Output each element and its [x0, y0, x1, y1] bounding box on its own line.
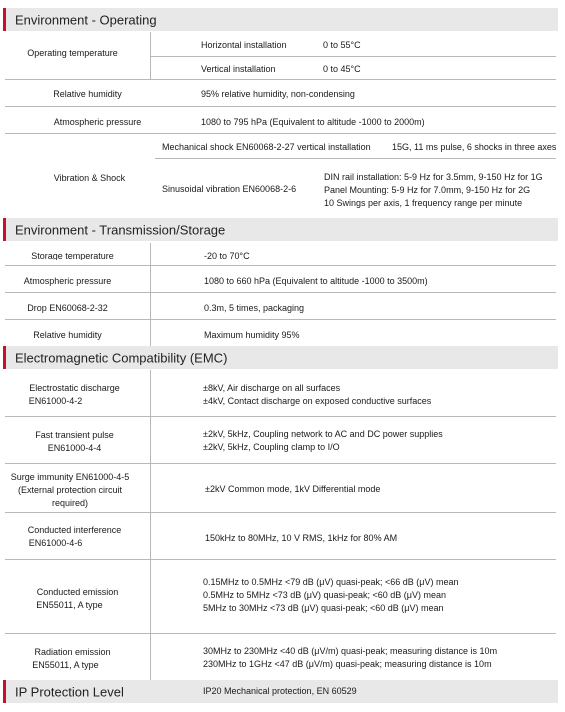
esd-value-1: ±8kV, Air discharge on all surfaces: [203, 383, 341, 393]
relative-humidity-label: Relative humidity: [53, 89, 122, 99]
divider: [5, 416, 556, 417]
sinusoidal-vibration-label: Sinusoidal vibration EN60068-2-6: [162, 184, 297, 194]
surge-label-1: Surge immunity EN61000-4-5: [10, 472, 130, 482]
radiation-emission-value-2: 230MHz to 1GHz <47 dB (μV/m) quasi-peak; measuring distance is 10m: [203, 659, 492, 669]
section-title-transport: Environment - Transmission/Storage: [15, 222, 226, 237]
divider: [151, 56, 556, 57]
storage-temperature-value: -20 to 70°C: [204, 251, 250, 261]
surge-value: ±2kV Common mode, 1kV Differential mode: [205, 484, 381, 494]
divider: [155, 158, 556, 159]
transport-pressure-value: 1080 to 660 hPa (Equivalent to altitude -1000 to 3500m): [204, 276, 428, 286]
esd-label-2: EN61000-4-2: [28, 396, 83, 406]
divider: [5, 559, 556, 560]
eft-value-1: ±2kV, 5kHz, Coupling network to AC and DC power supplies: [203, 429, 443, 439]
transport-humidity-label: Relative humidity: [33, 330, 102, 340]
divider: [5, 133, 556, 134]
conducted-interference-label-1: Conducted interference: [27, 525, 122, 535]
conducted-emission-value-1: 0.15MHz to 0.5MHz <79 dB (μV) quasi-peak; <66 dB (μV) mean: [203, 577, 459, 587]
eft-label-1: Fast transient pulse: [35, 430, 114, 440]
horizontal-installation-label: Horizontal installation: [201, 40, 287, 50]
atmospheric-pressure-label: Atmospheric pressure: [53, 117, 142, 127]
transport-pressure-label: Atmospheric pressure: [23, 276, 112, 286]
section-title-emc: Electromagnetic Compatibility (EMC): [15, 350, 228, 365]
radiation-emission-label-1: Radiation emission: [34, 647, 111, 657]
section-title-ip: IP Protection Level: [15, 684, 124, 699]
divider: [5, 106, 556, 107]
section-header-transport: [3, 218, 558, 241]
vertical-installation-label: Vertical installation: [201, 64, 276, 74]
operating-temperature-label: Operating temperature: [27, 48, 118, 58]
conducted-emission-label-2: EN55011, A type: [36, 600, 103, 610]
divider: [5, 463, 556, 464]
radiation-emission-label-2: EN55011, A type: [32, 660, 99, 670]
vertical-installation-value: 0 to 45°C: [323, 64, 361, 74]
storage-temperature-label: Storage temperature: [31, 251, 114, 260]
divider: [5, 633, 556, 634]
drop-label: Drop EN60068-2-32: [27, 303, 108, 313]
divider: [5, 265, 556, 266]
conducted-interference-value: 150kHz to 80MHz, 10 V RMS, 1kHz for 80% AM: [205, 533, 398, 543]
esd-value-2: ±4kV, Contact discharge on exposed conductive surfaces: [203, 396, 432, 406]
mechanical-shock-label: Mechanical shock EN60068-2-27 vertical installation: [162, 142, 371, 152]
sinusoidal-vibration-value-1: DIN rail installation: 5-9 Hz for 3.5mm, 9-150 Hz for 1G: [324, 172, 543, 182]
divider: [5, 512, 556, 513]
section-title-operating: Environment - Operating: [15, 12, 157, 27]
divider: [5, 292, 556, 293]
transport-humidity-value: Maximum humidity 95%: [204, 330, 300, 340]
esd-label-1: Electrostatic discharge: [29, 383, 120, 393]
sinusoidal-vibration-value-3: 10 Swings per axis, 1 frequency range per minute: [324, 198, 523, 208]
horizontal-installation-value: 0 to 55°C: [323, 40, 361, 50]
relative-humidity-value: 95% relative humidity, non-condensing: [201, 89, 355, 99]
divider: [150, 243, 151, 349]
section-header-emc: [3, 346, 558, 369]
eft-value-2: ±2kV, 5kHz, Coupling clamp to I/O: [203, 442, 340, 452]
mechanical-shock-value: 15G, 11 ms pulse, 6 shocks in three axes: [392, 142, 557, 152]
atmospheric-pressure-value: 1080 to 795 hPa (Equivalent to altitude -1000 to 2000m): [201, 117, 425, 127]
eft-label-2: EN61000-4-4: [47, 443, 102, 453]
vibration-shock-label: Vibration & Shock: [53, 173, 126, 183]
surge-label-3: required): [51, 498, 89, 508]
ip-protection-value: IP20 Mechanical protection, EN 60529: [203, 686, 357, 696]
divider: [5, 319, 556, 320]
conducted-emission-value-2: 0.5MHz to 5MHz <73 dB (μV) quasi-peak; <60 dB (μV) mean: [203, 590, 446, 600]
radiation-emission-value-1: 30MHz to 230MHz <40 dB (μV/m) quasi-peak; measuring distance is 10m: [203, 646, 498, 656]
drop-value: 0.3m, 5 times, packaging: [204, 303, 305, 313]
divider: [5, 79, 556, 80]
surge-label-2: (External protection circuit: [17, 485, 123, 495]
sinusoidal-vibration-value-2: Panel Mounting: 5-9 Hz for 7.0mm, 9-150 Hz for 2G: [324, 185, 531, 195]
section-header-operating: [3, 8, 558, 31]
conducted-interference-label-2: EN61000-4-6: [28, 538, 83, 548]
conducted-emission-label-1: Conducted emission: [36, 587, 119, 597]
conducted-emission-value-3: 5MHz to 30MHz <73 dB (μV) quasi-peak; <60 dB (μV) mean: [203, 603, 444, 613]
